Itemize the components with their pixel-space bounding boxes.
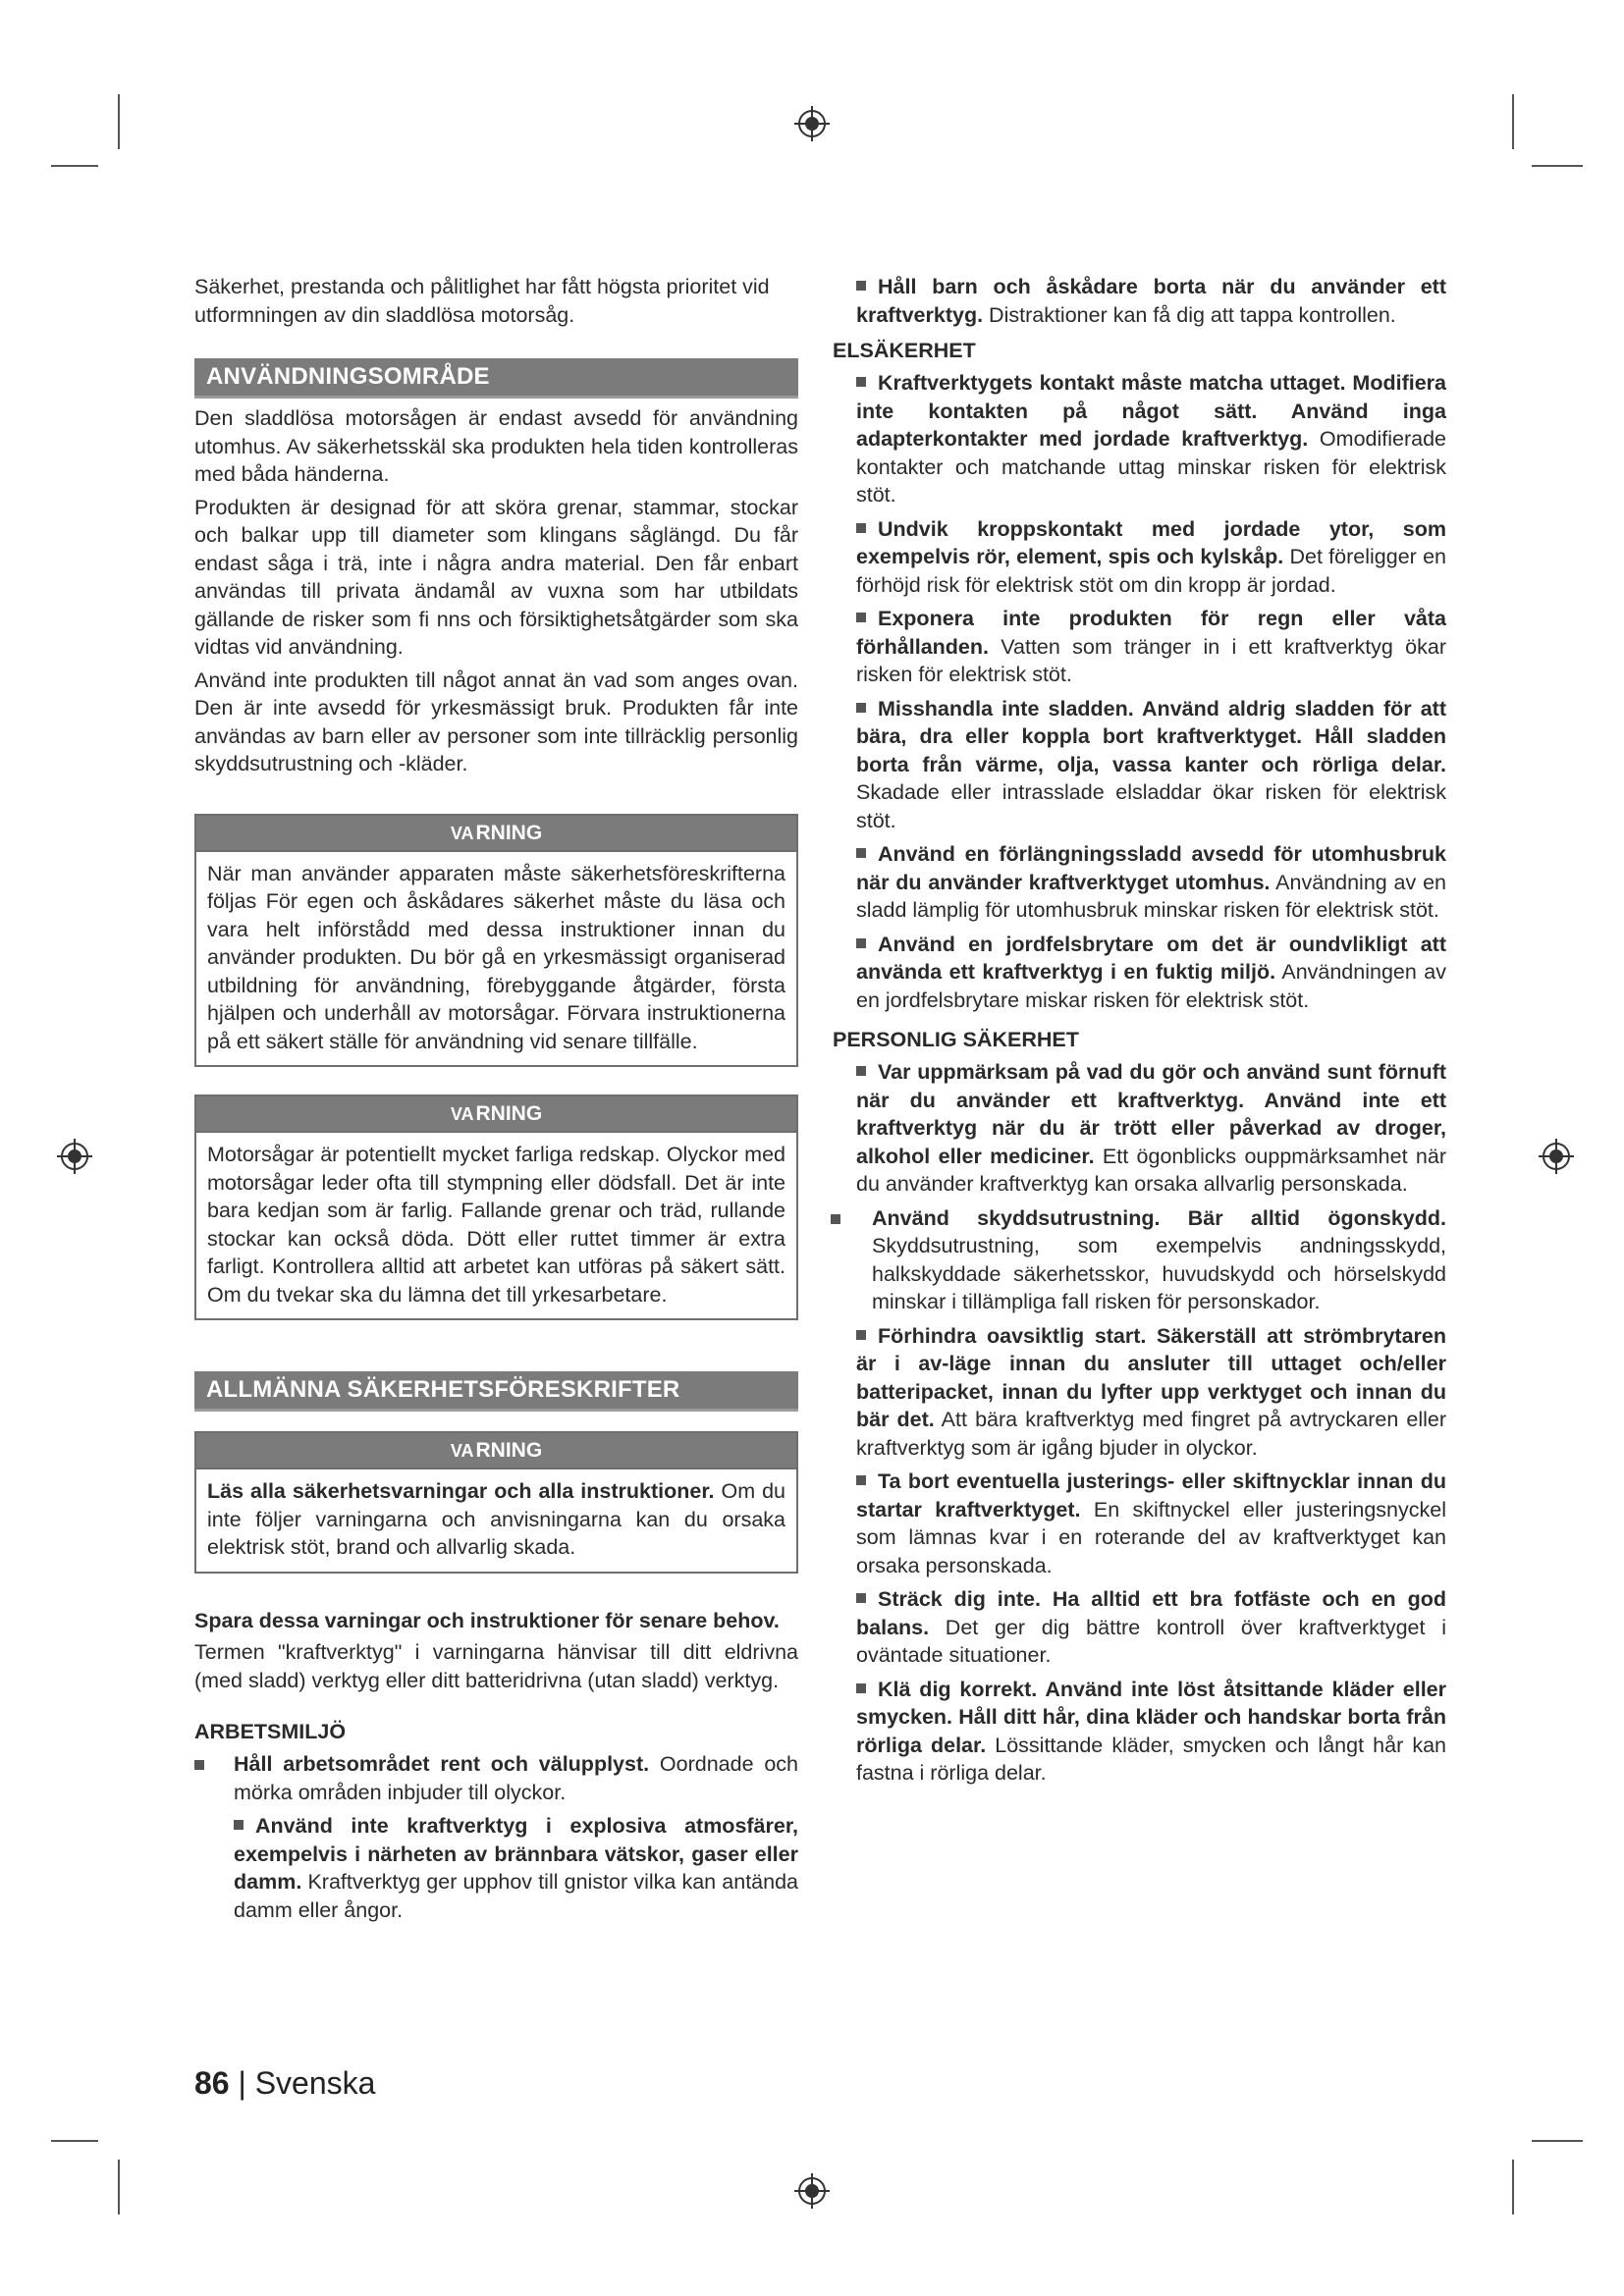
warning-triangle-icon: VA [450,1441,474,1461]
list-item-text: Användningen av en jordfelsbrytare miskar risken för elektrisk stöt. [856,960,1446,1012]
list-item-text: Omodifierade kontakter och matchande uttag minskar risken för elektrisk stöt. [856,427,1446,507]
list-item [833,273,1446,329]
warning-box [194,1095,798,1320]
list-item [833,369,1446,509]
usage-paragraph: Produkten är designad för att sköra grenar, stammar, stockar och balkar upp till diameter som klingans såglängd. Du får endast såga i trä, inte i några andra material. Den får enbart användas till privata ändamål av vuxna som har utbildats gällande de risker som fi nns och försiktighetsåtgärder som ska vidtas vid användning. [194,495,798,659]
crop-mark [1532,2140,1583,2142]
registration-mark-icon [792,2171,832,2211]
list-item-text: Kraftverktyg ger upphov till gnistor vilka kan antända damm eller ångor. [234,1870,798,1922]
list-item-text: Det föreligger en förhöjd risk för elektrisk stöt om din kropp är jordad. [856,545,1446,597]
list-item [833,1322,1446,1463]
usage-paragraph: Använd inte produkten till något annat än vad som anges ovan. Den är inte avsedd för yrkesmässigt bruk. Produkten får inte användas av barn eller av personer som inte tillräcklig personlig skyddsutrustning och -kläder. [194,667,798,775]
warning-box [194,1431,798,1574]
list-item [833,1058,1446,1199]
subheading-personal: PERSONLIG SÄKERHET [833,1028,1079,1051]
list-item-text: Det ger dig bättre kontroll över kraftverktyget i oväntade situationer. [856,1615,1446,1667]
list-item [194,1812,798,1924]
list-item [833,1676,1446,1788]
list-item-text: Ett ögonblicks ouppmärksamhet när du använder kraftverktyg kan orsaka allvarlig personskada. [856,1144,1446,1196]
term-definition-text: Termen "kraftverktyg" i varningarna hänvisar till ditt eldrivna (med sladd) verktyg eller ditt batteridrivna (utan sladd) verktyg. [194,1640,798,1692]
subheading-workspace: ARBETSMILJÖ [194,1720,347,1743]
list-item [833,515,1446,600]
list-item-text: Vatten som tränger in i ett kraftverktyg ökar risken för elektrisk stöt. [856,634,1446,686]
section-heading-general: ALLMÄNNA SÄKERHETSFÖRESKRIFTER [194,1371,798,1412]
warning-title: RNING [475,1102,543,1125]
warning-plain-text: Om du inte följer varningarna och anvisningarna kan du orsaka elektrisk stöt, brand och allvarlig skada. [207,1479,785,1559]
bullet-square-icon [856,1475,866,1485]
warning-triangle-icon: VA [450,1104,474,1124]
list-item [833,1204,1446,1316]
list-item-text: Distraktioner kan få dig att tappa kontrollen. [983,302,1396,327]
list-item-text: Skadade eller intrasslade elsladdar ökar risken för elektrisk stöt. [856,780,1446,832]
right-column [833,273,1446,1788]
list-item-text: Lössittande kläder, smycken och långt hår kan fastna i rörliga delar. [856,1733,1446,1785]
intro-text: Säkerhet, prestanda och pålitlighet har fått högsta prioritet vid utformningen av din sladdlösa motorsåg. [194,275,770,327]
crop-mark [118,2160,120,2215]
footer-language: Svenska [254,2065,376,2101]
list-item-text: Skyddsutrustning, som exempelvis andningsskydd, halkskyddade säkerhetsskor, huvudskydd och hörselskydd minskar i tillämpliga fall risken för personskador. [872,1234,1446,1313]
bullet-square-icon [234,1820,244,1830]
warning-bold-text: Läs alla säkerhetsvarningar och alla instruktioner. [207,1479,715,1503]
bullet-square-icon [831,1214,840,1224]
warning-text: När man använder apparaten måste säkerhetsföreskrifterna följas För egen och åskådares säkerhet måste du läsa och vara helt införstådd med dessa instruktioner innan du använder produkten. Du bör gå en yrkesmässigt organiserad utbildning för användning, förebyggande åtgärder, första hjälpen och underhåll av motorsågar. Förvara instruktionerna på ett säkert ställe för användning vid senare tillfälle. [207,861,785,1053]
list-item-bold: Klä dig korrekt. Använd inte löst åtsittande kläder eller smycken. Håll ditt hår, dina kläder och handskar borta från rörliga delar. [856,1677,1446,1757]
registration-mark-icon [55,1137,94,1176]
list-item-bold: Var uppmärksam på vad du gör och använd sunt förnuft när du använder ett kraftverktyg. Använd inte ett kraftverktyg när du är trött eller påverkad av droger, alkohol eller mediciner. [856,1060,1446,1168]
list-item-bold: Använd skyddsutrustning. Bär alltid ögonskydd. [872,1205,1446,1230]
crop-mark [1512,2160,1514,2215]
registration-mark-icon [792,104,832,143]
bullet-square-icon [856,377,866,387]
list-item-bold: Förhindra oavsiktlig start. Säkerställ att strömbrytaren är i av-läge innan du ansluter till uttaget och/eller batteripacket, innan du lyfter upp verktyget och innan du bär det. [856,1323,1446,1431]
list-item [833,605,1446,689]
usage-paragraph: Den sladdlösa motorsågen är endast avsedd för användning utomhus. Av säkerhetsskäl ska produkten hela tiden kontrolleras med båda händerna. [194,406,798,486]
bullet-square-icon [856,523,866,533]
bullet-square-icon [856,938,866,948]
list-item [833,840,1446,925]
list-item-bold: Använd en förlängningssladd avsedd för utomhusbruk när du använder kraftverktyget utomhus. [856,842,1446,894]
list-item [833,1468,1446,1579]
list-item-bold: Sträck dig inte. Ha alltid ett bra fotfäste och en god balans. [856,1587,1446,1639]
list-item-text: En skiftnyckel eller justeringsnyckel som lämnas kvar i en roterande del av kraftverktyget kan orsaka personskada. [856,1497,1446,1577]
warning-box [194,814,798,1068]
bullet-square-icon [856,703,866,713]
bullet-square-icon [856,1593,866,1603]
crop-mark [51,165,98,167]
list-item-bold: Håll arbetsområdet rent och välupplyst. [234,1752,650,1776]
bullet-square-icon [856,848,866,858]
list-item-bold: Ta bort eventuella justerings- eller skiftnycklar innan du startar kraftverktyget. [856,1469,1446,1522]
bullet-square-icon [856,281,866,291]
list-item-text: Oordnade och mörka områden inbjuder till olyckor. [234,1752,798,1804]
list-item-bold: Misshandla inte sladden. Använd aldrig sladden för att bära, dra eller koppla bort kraftverktyget. Håll sladden borta från värme, olja, vassa kanter och rörliga delar. [856,696,1446,776]
list-item [833,1585,1446,1670]
crop-mark [1532,165,1583,167]
list-item-bold: Håll barn och åskådare borta när du använder ett kraftverktyg. [856,275,1446,327]
footer-separator: | [238,2065,246,2101]
list-item-text: Användning av en sladd lämplig för utomhusbruk minskar risken för elektrisk stöt. [856,870,1446,922]
bullet-square-icon [856,1066,866,1076]
warning-header [196,1096,796,1133]
bullet-square-icon [856,613,866,622]
list-item-bold: Använd inte kraftverktyg i explosiva atmosfärer, exempelvis i närheten av brännbara vätskor, gaser eller damm. [234,1814,798,1894]
section-heading-usage: ANVÄNDNINGSOMRÅDE [194,358,798,399]
bullet-square-icon [194,1760,204,1770]
crop-mark [1512,94,1514,149]
list-item [833,695,1446,835]
subheading-electrical: ELSÄKERHET [833,339,976,362]
list-item [833,931,1446,1015]
crop-mark [51,2140,98,2142]
list-item-bold: Exponera inte produkten för regn eller våta förhållanden. [856,607,1446,659]
registration-mark-icon [1537,1137,1576,1176]
page-number: 86 [194,2065,230,2101]
bullet-square-icon [856,1683,866,1693]
warning-title: RNING [475,1439,543,1462]
warning-text: Motorsågar är potentiellt mycket farliga redskap. Olyckor med motorsågar leder ofta till stympning eller dödsfall. Det är inte bara kedjan som är farlig. Fallande grenar och träd, rullande stockar kan också döda. Dött eller ruttet timmer är extra farligt. Kontrollera alltid att arbetet kan utföras på säkert sätt. Om du tvekar ska du lämna det till yrkesarbetare. [207,1143,785,1307]
list-item [194,1750,798,1806]
page-footer [194,2065,375,2102]
list-item-text: Att bära kraftverktyg med fingret på avtryckaren eller kraftverktyg som är igång bjuder in olyckor. [856,1408,1446,1460]
left-column [194,273,798,1924]
list-item-bold: Använd en jordfelsbrytare om det är oundvlikligt att använda ett kraftverktyg i en fuktig miljö. [856,932,1446,984]
warning-title: RNING [475,821,543,844]
warning-triangle-icon: VA [450,823,474,843]
warning-text [196,1469,796,1572]
list-item-bold: Undvik kroppskontakt med jordade ytor, som exempelvis rör, element, spis och kylskåp. [856,516,1446,568]
warning-header [196,816,796,852]
list-item-bold: Kraftverktygets kontakt måste matcha uttaget. Modifiera inte kontakten på något sätt. Använd inga adapterkontakter med jordade kraftverktyg. [856,371,1446,451]
save-instructions-text: Spara dessa varningar och instruktioner för senare behov. [194,1608,780,1632]
bullet-square-icon [856,1330,866,1340]
warning-header [196,1433,796,1469]
crop-mark [118,94,120,149]
